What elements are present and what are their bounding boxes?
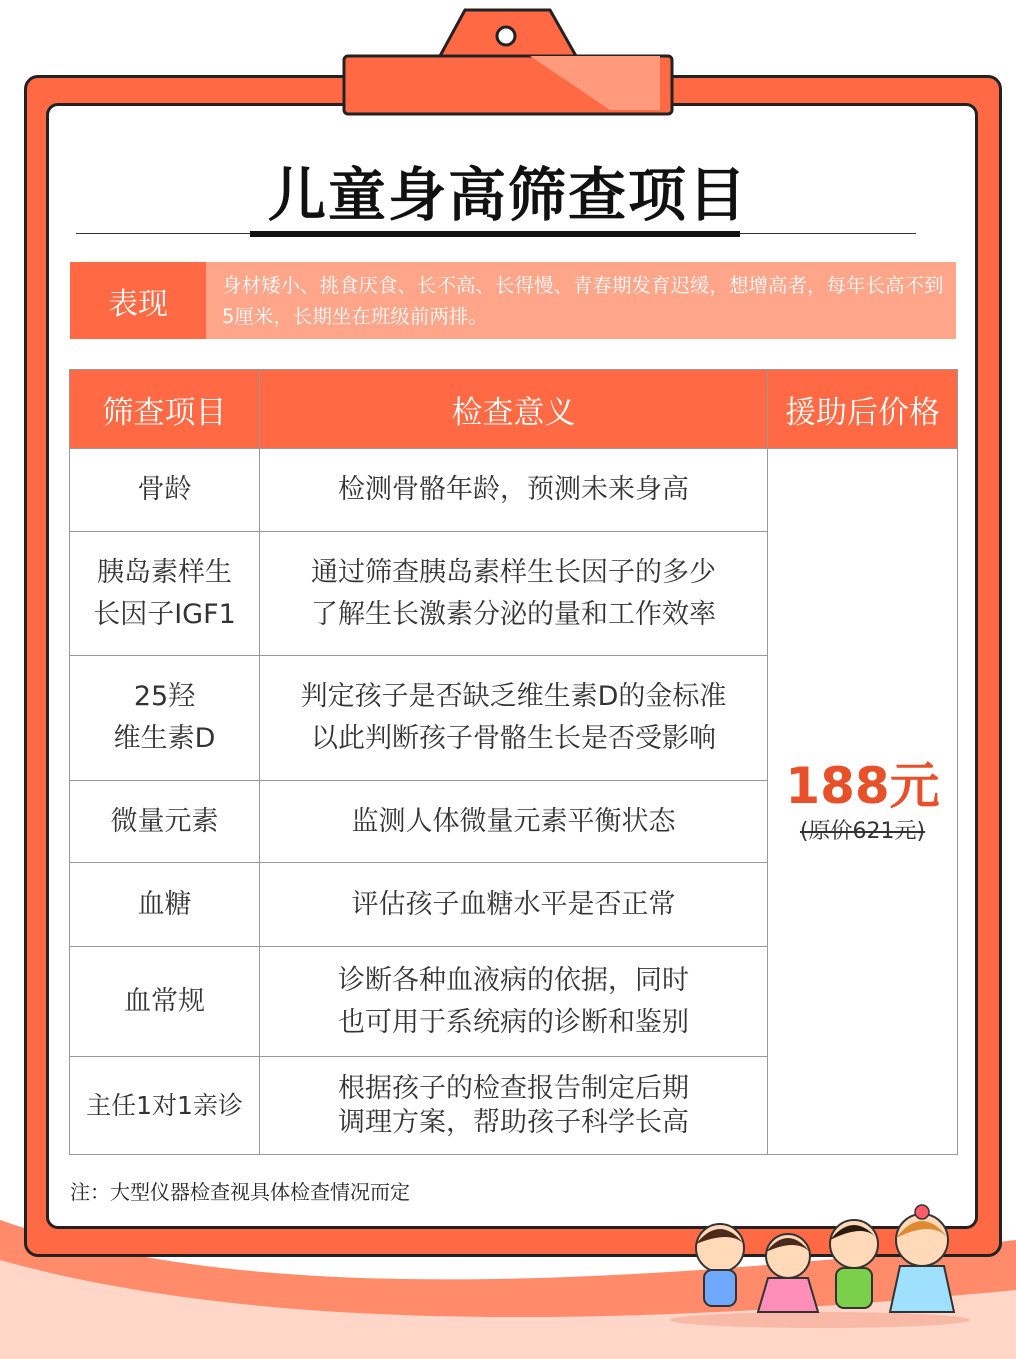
header-price: 援助后价格 [768,370,958,449]
item-cell [70,532,260,656]
meaning-cell [260,947,768,1057]
meaning-text: 也可用于系统病的诊断和鉴别 [338,1006,689,1038]
clipboard-clip-icon [340,6,676,118]
symptoms-text: 身材矮小、挑食厌食、长不高、长得慢、青春期发育迟缓，想增高者，每年长高不到5厘米，长期坐在班级前两排。 [222,274,944,328]
screening-table [69,369,958,1155]
meaning-text: 评估孩子血糖水平是否正常 [351,888,676,920]
item-cell [70,656,260,781]
meaning-text: 判定孩子是否缺乏维生素D的金标准 [300,681,727,712]
header-meaning: 检查意义 [260,370,768,449]
item-text: 维生素D [113,723,216,754]
meaning-cell [260,449,768,532]
symptoms-label: 表现 [70,262,206,339]
meaning-cell [260,863,768,947]
meaning-text: 调理方案，帮助孩子科学长高 [338,1106,689,1138]
item-cell [70,449,260,532]
item-cell [70,863,260,947]
item-text: 主任1对1亲诊 [86,1090,243,1120]
item-text: 25羟 [133,681,196,712]
header-item: 筛查项目 [70,370,260,449]
meaning-cell [260,532,768,656]
meaning-text: 以此判断孩子骨骼生长是否受影响 [311,723,716,754]
page-title: 儿童身高筛查项目 [267,161,748,229]
symptoms-banner [70,262,956,339]
original-price: (原价621元) [799,818,926,844]
item-text: 血常规 [124,985,205,1017]
meaning-text: 了解生长激素分泌的量和工作效率 [311,598,716,630]
item-text: 长因子IGF1 [93,598,236,630]
meaning-cell [260,656,768,781]
title-underline-bar [250,231,740,237]
meaning-text: 监测人体微量元素平衡状态 [351,805,676,837]
price-cell [768,449,958,1155]
meaning-text: 检测骨骼年龄，预测未来身高 [338,474,689,505]
item-text: 胰岛素样生 [97,556,232,588]
item-cell [70,781,260,863]
meaning-cell [260,1057,768,1155]
table-header-row [70,370,958,449]
item-cell [70,947,260,1057]
meaning-text: 诊断各种血液病的依据，同时 [338,964,689,996]
footnote: 注：大型仪器检查视具体检查情况而定 [70,1180,410,1204]
item-cell [70,1057,260,1155]
meaning-text: 通过筛查胰岛素样生长因子的多少 [311,556,716,588]
meaning-cell [260,781,768,863]
meaning-text: 根据孩子的检查报告制定后期 [338,1072,689,1104]
item-text: 骨龄 [137,474,192,505]
children-illustration-icon [660,1200,980,1330]
item-text: 微量元素 [110,805,219,837]
table-row [70,449,958,532]
item-text: 血糖 [137,888,192,920]
discount-price: 188元 [785,756,940,815]
